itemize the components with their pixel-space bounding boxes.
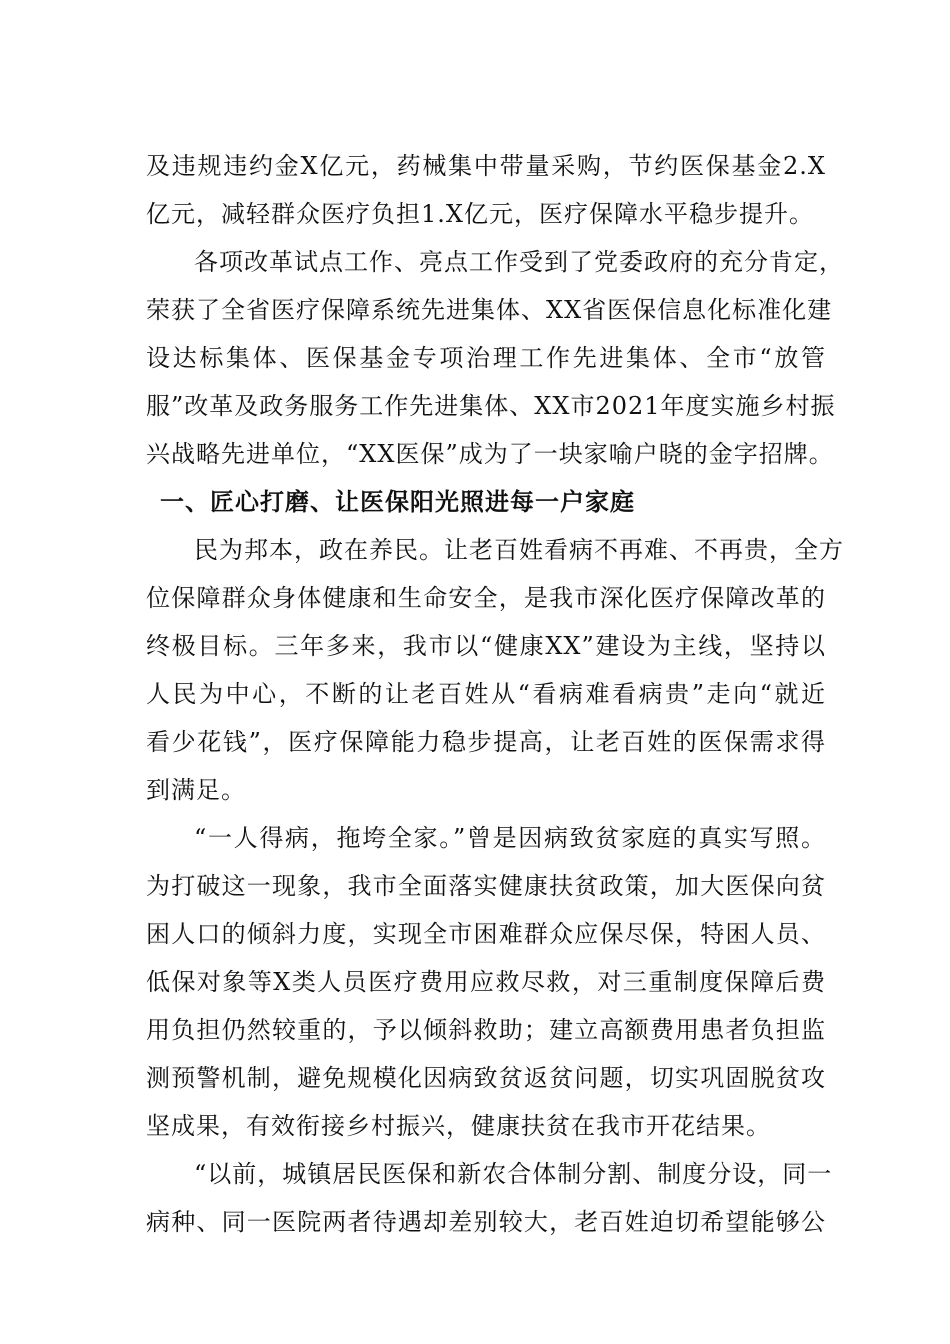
paragraph-line: 亿元，减轻群众医疗负担1.X亿元，医疗保障水平稳步提升。	[146, 200, 814, 228]
paragraph-line: 坚成果，有效衔接乡村振兴，健康扶贫在我市开花结果。	[146, 1112, 771, 1140]
paragraph-line: 兴战略先进单位，“XX医保”成为了一块家喻户晓的金字招牌。	[146, 440, 834, 468]
paragraph-line: “以前，城镇居民医保和新农合体制分割、制度分设，同一	[194, 1160, 833, 1188]
paragraph-line: 困人口的倾斜力度，实现全市困难群众应保尽保，特困人员、	[146, 920, 826, 948]
section-heading: 一、匠心打磨、让医保阳光照进每一户家庭	[160, 488, 635, 516]
paragraph-line: 民为邦本，政在养民。让老百姓看病不再难、不再贵，全方	[194, 536, 844, 564]
paragraph-line: “一人得病，拖垮全家。”曾是因病致贫家庭的真实写照。	[194, 824, 826, 852]
paragraph-line: 人民为中心，不断的让老百姓从“看病难看病贵”走向“就近	[146, 680, 826, 708]
paragraph-line: 荣获了全省医疗保障系统先进集体、XX省医保信息化标准化建	[146, 296, 833, 324]
paragraph-line: 及违规违约金X亿元，药械集中带量采购，节约医保基金2.X	[146, 152, 826, 180]
paragraph-line: 设达标集体、医保基金专项治理工作先进集体、全市“放管	[146, 344, 826, 372]
paragraph-line: 各项改革试点工作、亮点工作受到了党委政府的充分肯定，	[194, 248, 844, 276]
paragraph-line: 用负担仍然较重的，予以倾斜救助；建立高额费用患者负担监	[146, 1016, 826, 1044]
paragraph-line: 终极目标。三年多来，我市以“健康XX”建设为主线，坚持以	[146, 632, 826, 660]
paragraph-line: 低保对象等X类人员医疗费用应救尽救，对三重制度保障后费	[146, 968, 826, 996]
paragraph-line: 为打破这一现象，我市全面落实健康扶贫政策，加大医保向贫	[146, 872, 826, 900]
paragraph-line: 服”改革及政务服务工作先进集体、XX市2021年度实施乡村振	[146, 392, 836, 420]
paragraph-line: 位保障群众身体健康和生命安全，是我市深化医疗保障改革的	[146, 584, 826, 612]
paragraph-line: 病种、同一医院两者待遇却差别较大，老百姓迫切希望能够公	[146, 1208, 826, 1236]
paragraph-line: 测预警机制，避免规模化因病致贫返贫问题，切实巩固脱贫攻	[146, 1064, 826, 1092]
paragraph-line: 到满足。	[146, 776, 246, 804]
paragraph-line: 看少花钱”，医疗保障能力稳步提高，让老百姓的医保需求得	[146, 728, 826, 756]
